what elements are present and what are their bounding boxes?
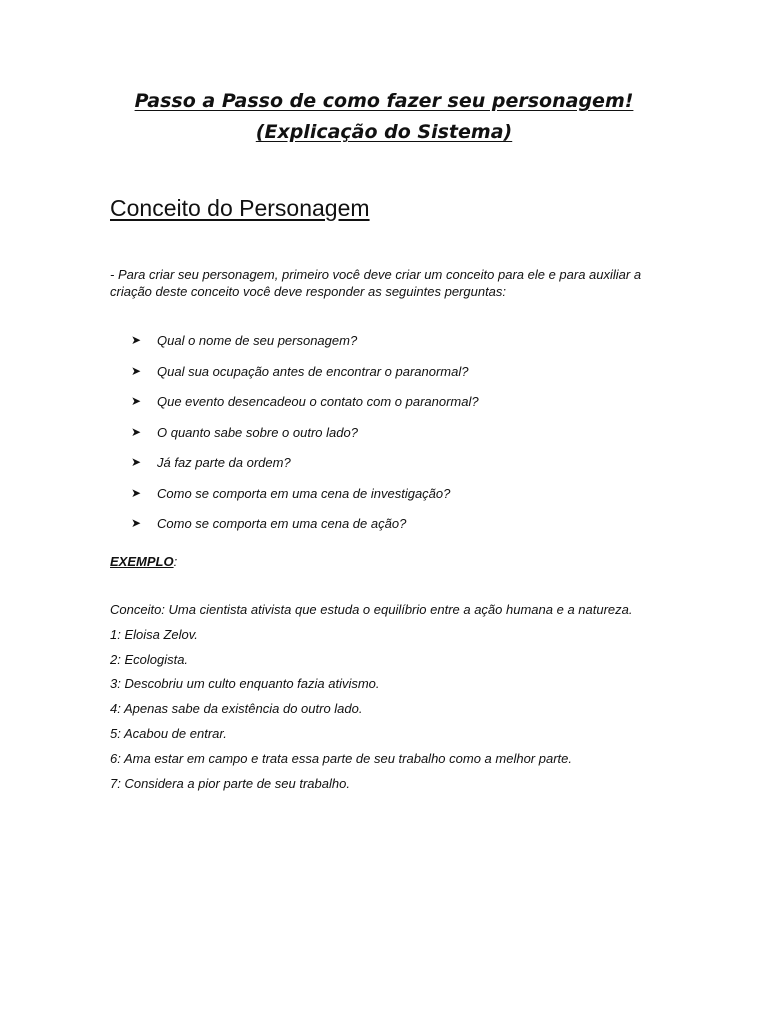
question-text: O quanto sabe sobre o outro lado? — [157, 424, 358, 440]
arrow-bullet-icon: ➤ — [131, 424, 142, 439]
example-answer: 1: Eloisa Zelov. — [110, 626, 198, 642]
document-subtitle: (Explicação do Sistema) — [255, 121, 513, 143]
arrow-bullet-icon: ➤ — [131, 485, 142, 500]
example-answer: 6: Ama estar em campo e trata essa parte de seu trabalho como a melhor parte. — [110, 750, 572, 766]
example-answer: 2: Ecologista. — [110, 651, 189, 667]
arrow-bullet-icon: ➤ — [131, 516, 142, 530]
section-heading: Conceito do Personagem — [110, 195, 370, 221]
question-text: Que evento desencadeou o contato com o paranormal? — [157, 394, 479, 409]
arrow-bullet-icon: ➤ — [131, 363, 142, 378]
example-heading — [110, 553, 177, 570]
arrow-bullet-icon: ➤ — [131, 455, 142, 469]
question-text: Qual o nome de seu personagem? — [157, 333, 358, 348]
question-text: Já faz parte da ordem? — [157, 455, 291, 470]
example-colon: : — [173, 554, 178, 569]
example-answer: 7: Considera a pior parte de seu trabalho. — [110, 775, 350, 791]
intro-paragraph: - Para criar seu personagem, primeiro você deve criar um conceito para ele e para auxiliar a criação deste conceito você deve responder as seguintes perguntas: — [110, 267, 642, 299]
example-concept: Conceito: Uma cientista ativista que estuda o equilíbrio entre a ação humana e a natureza. — [110, 602, 633, 617]
document-title: Passo a Passo de como fazer seu personagem! — [134, 90, 634, 112]
question-text: Como se comporta em uma cena de investigação? — [157, 485, 451, 501]
example-answer: 3: Descobriu um culto enquanto fazia ativismo. — [110, 676, 380, 692]
arrow-bullet-icon: ➤ — [131, 333, 142, 347]
example-answer: 5: Acabou de entrar. — [110, 725, 227, 741]
question-text: Como se comporta em uma cena de ação? — [157, 516, 407, 531]
question-text: Qual sua ocupação antes de encontrar o paranormal? — [157, 363, 469, 379]
example-answer-list — [110, 601, 632, 799]
example-answer: 4: Apenas sabe da existência do outro lado. — [110, 701, 363, 717]
arrow-bullet-icon: ➤ — [131, 394, 142, 408]
example-label: EXEMPLO — [110, 554, 174, 569]
